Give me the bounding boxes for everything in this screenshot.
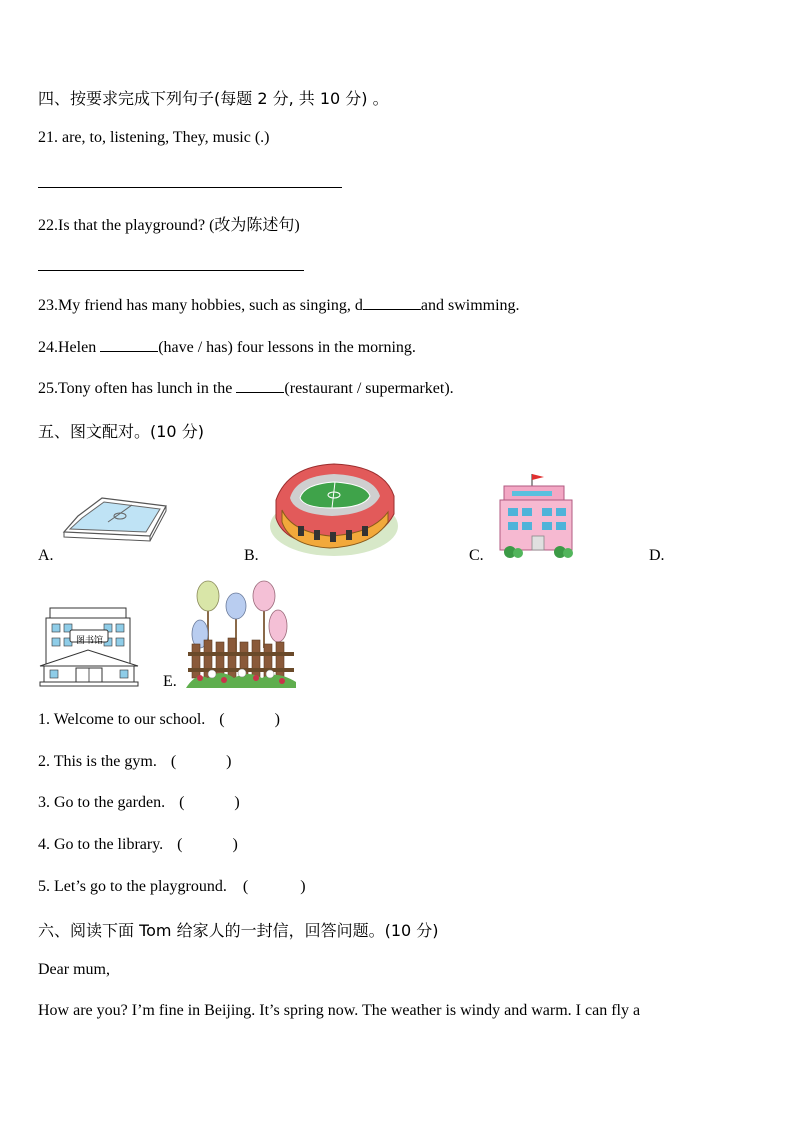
option-b-label: B. xyxy=(244,547,259,564)
question-24 xyxy=(38,337,416,357)
match-item-3-open-paren: ( xyxy=(179,794,185,811)
match-item-2-open-paren: ( xyxy=(170,753,177,770)
question-25-text: 25.Tony often has lunch in the xyxy=(38,380,237,397)
match-item-2-close-paren[interactable]: ) xyxy=(226,753,232,770)
section-6-heading: 六、阅读下面 Tom 给家人的一封信，回答问题。(10 分) xyxy=(38,921,439,940)
match-item-4-close-paren[interactable]: ) xyxy=(232,836,238,853)
question-22: 22.Is that the playground? (改为陈述句) xyxy=(38,217,300,234)
section-5-heading: 五、图文配对。(10 分) xyxy=(38,422,204,441)
question-24-end: (have / has) four lessons in the morning. xyxy=(158,339,416,356)
match-item-4-open-paren: ( xyxy=(177,836,183,853)
library-image xyxy=(38,604,140,688)
blank-23[interactable] xyxy=(363,295,421,310)
option-d-label: D. xyxy=(649,547,665,564)
match-item-4-text: 4. Go to the library. xyxy=(38,836,164,853)
match-item-1-close-paren[interactable]: ) xyxy=(274,711,280,728)
gym-court-image xyxy=(62,492,170,550)
match-item-5 xyxy=(38,878,306,896)
match-item-1-text: 1. Welcome to our school. xyxy=(38,711,206,728)
question-23-end: and swimming. xyxy=(420,297,520,314)
question-21: 21. are, to, listening, They, music (.) xyxy=(38,129,270,146)
option-c-label: C. xyxy=(469,547,484,564)
match-item-4 xyxy=(38,836,238,854)
match-item-1 xyxy=(38,711,280,729)
match-item-3-close-paren[interactable]: ) xyxy=(234,794,240,811)
blank-25[interactable] xyxy=(236,378,284,393)
blank-24[interactable] xyxy=(100,337,158,352)
question-25 xyxy=(38,378,454,398)
match-item-2-text: 2. This is the gym. xyxy=(38,753,157,770)
letter-body: How are you? I’m fine in Beijing. It’s spring now. The weather is windy and warm. I can fly a xyxy=(38,1002,641,1019)
stadium-image xyxy=(268,460,400,560)
section-4-heading: 四、按要求完成下列句子(每题 2 分, 共 10 分) 。 xyxy=(38,89,389,108)
match-item-1-open-paren: ( xyxy=(219,711,225,728)
school-building-image xyxy=(498,470,576,560)
question-23 xyxy=(38,295,520,315)
match-item-3 xyxy=(38,794,240,812)
letter-greeting: Dear mum, xyxy=(38,961,110,978)
question-23-text: 23.My friend has many hobbies, such as singing, d xyxy=(38,297,363,314)
match-item-5-open-paren: ( xyxy=(242,878,249,895)
option-a-label: A. xyxy=(38,547,54,564)
question-25-end: (restaurant / supermarket). xyxy=(284,380,454,397)
answer-line-22[interactable] xyxy=(38,270,304,271)
question-24-text: 24.Helen xyxy=(38,339,101,356)
match-item-2 xyxy=(38,753,231,771)
match-item-5-close-paren[interactable]: ) xyxy=(300,878,306,895)
match-item-3-text: 3. Go to the garden. xyxy=(38,794,166,811)
match-item-5-text: 5. Let’s go to the playground. xyxy=(38,878,227,895)
option-e-label: E. xyxy=(163,673,177,690)
garden-image xyxy=(186,578,298,688)
library-sign: 图书馆 xyxy=(76,636,104,646)
answer-line-21[interactable] xyxy=(38,187,342,188)
